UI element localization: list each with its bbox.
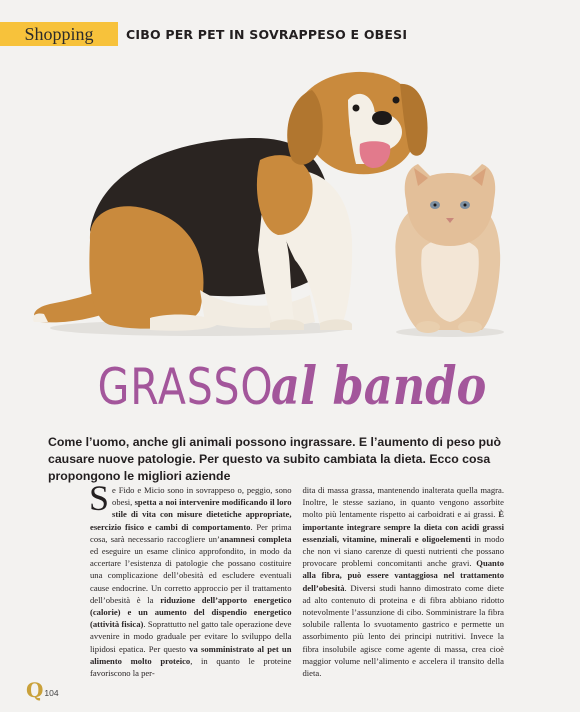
text-run: spetta a noi intervenire modificando il loro stile di vita con misure dietetiche appropriate, esercizio fisico e cambi di comportamento	[90, 497, 292, 532]
magazine-logo: Q	[26, 678, 44, 702]
article-column-1-text	[89, 478, 292, 679]
subtitle: Come l’uomo, anche gli animali possono ingrassare. E l’aumento di peso può causare nuove patologie. Per questo va subito cambiata la dieta. Ecco cosa propongono le migliori aziende	[48, 435, 502, 483]
text-run: anamnesi completa	[219, 533, 292, 544]
text-run: in modo che non vi siano carenze di questi nutrienti che possano provocare problemi concomitanti anche gravi.	[302, 533, 504, 569]
dog-and-cat-photo	[30, 60, 550, 350]
page-folio	[26, 680, 59, 700]
headline-part1: GRASSO	[97, 358, 274, 416]
headline-part2: al bando	[271, 356, 487, 417]
text-run: Quanto alla fibra, può essere vantaggiosa nel trattamento dell’obesità	[302, 558, 504, 593]
page-number: 104	[44, 688, 59, 698]
text-run: e Fido e Micio sono in sovrappeso o, peggio, sono obesi,	[112, 485, 292, 508]
text-run: . Diversi studi hanno dimostrato come diete ad alto contenuto di proteina e di fibra abbiano ridotto notevolmente l’assunzione di cibo. Somministrare la fibra solubile rallenta lo svuotamento gastrico e permette un assorbimento più lento dei principi nutritivi. Invece la fibra insolubile agisce come agente di massa, crea cioè maggior volume nell’alimento e accelera il transito della dieta.	[302, 582, 504, 679]
section-title: CIBO PER PET IN SOVRAPPESO E OBESI	[126, 26, 408, 42]
text-run: ed eseguire un esame clinico approfondito, in modo da accertare l’esistenza di patologie che possano costituire una complicazione dell’obesità ed escludere eventuali cause endocrine. Un corretto approccio per il trattamento dell’obesità è la	[90, 546, 292, 605]
article-body	[89, 478, 504, 680]
article-column-1	[89, 478, 292, 680]
headline	[0, 356, 580, 416]
text-run: . Per prima cosa, sarà necessario raccogliere un’	[90, 521, 292, 544]
text-run: . Soprattutto nel gatto tale operazione deve avvenire in modo graduale per evitare lo sviluppo della lipidosi epatica. Per questo	[90, 619, 292, 654]
text-run: È importante integrare sempre la dieta con acidi grassi essenziali, vitamine, minerali e oligoelementi	[302, 509, 504, 544]
text-run: dita di massa grassa, mantenendo inalterata quella magra. Inoltre, le stesse saziano, in quanto vengono assorbite molto più lentamente rispetto ai carboidrati e ai grassi.	[302, 485, 504, 520]
text-run: riduzione dell’apporto energetico (calorie) e un aumento del dispendio energetico (attività fisica)	[90, 594, 292, 630]
section-header	[0, 22, 407, 46]
section-tag: Shopping	[0, 22, 118, 46]
article-column-2-text	[303, 484, 505, 679]
dropcap: S	[89, 478, 110, 518]
text-run: va somministrato al pet un alimento molto proteico	[90, 643, 292, 666]
article-column-2	[303, 484, 505, 680]
text-run: , in quanto le proteine favoriscono la per-	[90, 655, 292, 679]
